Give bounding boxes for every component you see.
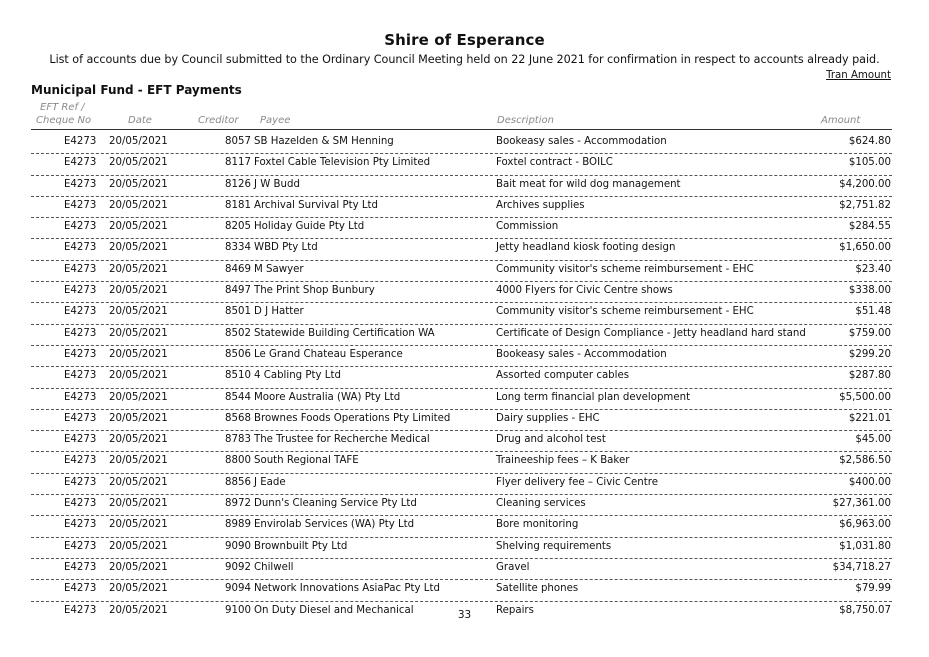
description-cell: Assorted computer cables [496, 370, 630, 382]
table-row [31, 325, 892, 346]
creditor-cell: 8544 [225, 391, 251, 403]
table-row [31, 431, 892, 452]
creditor-cell: 9092 [225, 561, 251, 573]
eft-ref-cell: E4273 [64, 540, 97, 552]
table-row [31, 389, 892, 410]
amount-cell: $400.00 [848, 476, 891, 488]
payee-cell: Foxtel Cable Television Pty Limited [254, 157, 431, 169]
amount-cell: $105.00 [848, 157, 891, 169]
payee-cell: Network Innovations AsiaPac Pty Ltd [254, 583, 440, 595]
table-row [31, 346, 892, 367]
date-cell: 20/05/2021 [109, 306, 168, 318]
amount-cell: $1,031.80 [839, 540, 891, 552]
creditor-cell: 8783 [225, 434, 251, 446]
date-cell: 20/05/2021 [109, 178, 168, 190]
table-row [31, 176, 892, 197]
description-cell: Bore monitoring [496, 519, 579, 531]
description-cell: Repairs [496, 604, 534, 616]
description-cell: Bookeasy sales - Accommodation [496, 348, 667, 360]
date-cell: 20/05/2021 [109, 434, 168, 446]
eft-ref-cell: E4273 [64, 327, 97, 339]
eft-ref-cell: E4273 [64, 242, 97, 254]
payee-cell: South Regional TAFE [254, 455, 359, 467]
description-cell: Bait meat for wild dog management [496, 178, 681, 190]
page-number: 33 [457, 609, 472, 621]
payee-cell: M Sawyer [254, 263, 304, 275]
description-cell: Satellite phones [496, 583, 579, 595]
eft-ref-cell: E4273 [64, 263, 97, 275]
payee-cell: The Trustee for Recherche Medical [254, 434, 430, 446]
creditor-cell: 8989 [225, 519, 251, 531]
eft-ref-cell: E4273 [64, 455, 97, 467]
payee-cell: Envirolab Services (WA) Pty Ltd [254, 519, 415, 531]
table-row [31, 474, 892, 495]
description-cell: Flyer delivery fee – Civic Centre [496, 476, 658, 488]
amount-cell: $45.00 [855, 434, 891, 446]
eft-ref-cell: E4273 [64, 306, 97, 318]
eft-ref-cell: E4273 [64, 136, 97, 147]
payee-cell: Dunn's Cleaning Service Pty Ltd [254, 498, 417, 510]
amount-cell: $759.00 [848, 327, 891, 339]
eft-ref-cell: E4273 [64, 412, 97, 424]
amount-cell: $287.80 [848, 370, 891, 382]
section-title: Municipal Fund - EFT Payments [31, 83, 242, 97]
creditor-cell: 8181 [225, 199, 251, 211]
eft-ref-cell: E4273 [64, 583, 97, 595]
creditor-cell: 8972 [225, 498, 251, 510]
table-row [31, 239, 892, 260]
eft-ref-cell: E4273 [64, 285, 97, 297]
tran-amount-label: Tran Amount [826, 70, 891, 81]
date-cell: 20/05/2021 [109, 583, 168, 595]
table-row [31, 261, 892, 282]
amount-cell: $1,650.00 [839, 242, 891, 254]
amount-cell: $6,963.00 [839, 519, 891, 531]
date-cell: 20/05/2021 [109, 221, 168, 233]
description-cell: Bookeasy sales - Accommodation [496, 136, 667, 147]
description-cell: Long term financial plan development [496, 391, 691, 403]
date-cell: 20/05/2021 [109, 327, 168, 339]
table-row [31, 282, 892, 303]
payee-cell: J W Budd [254, 178, 300, 190]
amount-cell: $34,718.27 [832, 561, 891, 573]
column-header-amount: Amount [821, 115, 861, 126]
payee-cell: Statewide Building Certification WA [254, 327, 435, 339]
creditor-cell: 8506 [225, 348, 251, 360]
payee-cell: D J Hatter [254, 306, 304, 318]
description-cell: Commission [496, 221, 559, 233]
date-cell: 20/05/2021 [109, 199, 168, 211]
amount-cell: $27,361.00 [832, 498, 891, 510]
description-cell: Traineeship fees – K Baker [496, 455, 630, 467]
creditor-cell: 9100 [225, 604, 251, 616]
payee-cell: Archival Survival Pty Ltd [254, 199, 379, 211]
date-cell: 20/05/2021 [109, 455, 168, 467]
creditor-cell: 9090 [225, 540, 251, 552]
date-cell: 20/05/2021 [109, 519, 168, 531]
date-cell: 20/05/2021 [109, 285, 168, 297]
table-row [31, 367, 892, 388]
amount-cell: $624.80 [848, 136, 891, 147]
amount-cell: $5,500.00 [839, 391, 891, 403]
amount-cell: $8,750.07 [839, 604, 891, 616]
description-cell: 4000 Flyers for Civic Centre shows [496, 285, 673, 297]
report-subtitle: List of accounts due by Council submitted to the Ordinary Council Meeting held on 22 June 2021 for confirmation in respect to accounts already paid. [49, 53, 880, 66]
creditor-cell: 8126 [225, 178, 251, 190]
amount-cell: $2,586.50 [839, 455, 891, 467]
description-cell: Dairy supplies - EHC [496, 412, 600, 424]
date-cell: 20/05/2021 [109, 476, 168, 488]
eft-ref-cell: E4273 [64, 157, 97, 169]
description-cell: Community visitor's scheme reimbursement - EHC [496, 263, 754, 275]
eft-ref-cell: E4273 [64, 348, 97, 360]
column-header-creditor: Creditor [198, 115, 239, 126]
table-row [31, 133, 892, 154]
description-cell: Jetty headland kiosk footing design [496, 242, 676, 254]
description-cell: Drug and alcohol test [496, 434, 606, 446]
amount-cell: $2,751.82 [839, 199, 891, 211]
table-row [31, 154, 892, 175]
amount-cell: $51.48 [855, 306, 891, 318]
creditor-cell: 8510 [225, 370, 251, 382]
amount-cell: $284.55 [848, 221, 891, 233]
date-cell: 20/05/2021 [109, 242, 168, 254]
creditor-cell: 8502 [225, 327, 251, 339]
payee-cell: Brownbuilt Pty Ltd [254, 540, 348, 552]
date-cell: 20/05/2021 [109, 348, 168, 360]
table-row [31, 410, 892, 431]
date-cell: 20/05/2021 [109, 263, 168, 275]
eft-ref-cell: E4273 [64, 391, 97, 403]
date-cell: 20/05/2021 [109, 412, 168, 424]
creditor-cell: 8334 [225, 242, 251, 254]
description-cell: Shelving requirements [496, 540, 612, 552]
table-row [31, 197, 892, 218]
date-cell: 20/05/2021 [109, 157, 168, 169]
payee-cell: WBD Pty Ltd [254, 242, 318, 254]
creditor-cell: 8469 [225, 263, 251, 275]
creditor-cell: 8057 [225, 136, 251, 147]
page-title: Shire of Esperance [384, 31, 545, 49]
payments-table [0, 133, 929, 622]
payee-cell: J Eade [254, 476, 286, 488]
date-cell: 20/05/2021 [109, 540, 168, 552]
column-header-description: Description [497, 115, 554, 126]
date-cell: 20/05/2021 [109, 498, 168, 510]
description-cell: Archives supplies [496, 199, 585, 211]
date-cell: 20/05/2021 [109, 561, 168, 573]
column-header-date: Date [128, 115, 152, 126]
payee-cell: The Print Shop Bunbury [254, 285, 375, 297]
column-header-ref-line1: EFT Ref / [40, 102, 85, 113]
eft-ref-cell: E4273 [64, 370, 97, 382]
eft-ref-cell: E4273 [64, 178, 97, 190]
creditor-cell: 8205 [225, 221, 251, 233]
table-row [31, 495, 892, 516]
amount-cell: $79.99 [855, 583, 891, 595]
eft-ref-cell: E4273 [64, 434, 97, 446]
header-divider [31, 129, 892, 130]
payee-cell: Le Grand Chateau Esperance [254, 348, 403, 360]
table-row [31, 218, 892, 239]
table-row [31, 452, 892, 473]
eft-ref-cell: E4273 [64, 221, 97, 233]
creditor-cell: 8497 [225, 285, 251, 297]
eft-ref-cell: E4273 [64, 519, 97, 531]
eft-ref-cell: E4273 [64, 476, 97, 488]
eft-ref-cell: E4273 [64, 561, 97, 573]
table-row [31, 559, 892, 580]
creditor-cell: 8800 [225, 455, 251, 467]
amount-cell: $338.00 [848, 285, 891, 297]
payee-cell: On Duty Diesel and Mechanical [254, 604, 414, 616]
creditor-cell: 8117 [225, 157, 251, 169]
payee-cell: Brownes Foods Operations Pty Limited [254, 412, 451, 424]
description-cell: Cleaning services [496, 498, 586, 510]
date-cell: 20/05/2021 [109, 370, 168, 382]
table-row [31, 516, 892, 537]
description-cell: Community visitor's scheme reimbursement - EHC [496, 306, 754, 318]
amount-cell: $4,200.00 [839, 178, 891, 190]
description-cell: Gravel [496, 561, 530, 573]
payee-cell: 4 Cabling Pty Ltd [254, 370, 341, 382]
table-row [31, 538, 892, 559]
table-row [31, 303, 892, 324]
amount-cell: $221.01 [848, 412, 891, 424]
eft-ref-cell: E4273 [64, 604, 97, 616]
table-row [31, 580, 892, 601]
creditor-cell: 8501 [225, 306, 251, 318]
eft-ref-cell: E4273 [64, 498, 97, 510]
creditor-cell: 8568 [225, 412, 251, 424]
description-cell: Foxtel contract - BOILC [496, 157, 613, 169]
payee-cell: Chilwell [254, 561, 294, 573]
payee-cell: Moore Australia (WA) Pty Ltd [254, 391, 401, 403]
date-cell: 20/05/2021 [109, 391, 168, 403]
amount-cell: $299.20 [848, 348, 891, 360]
column-header-ref-line2: Cheque No [36, 115, 92, 126]
column-header-payee: Payee [260, 115, 291, 126]
eft-ref-cell: E4273 [64, 199, 97, 211]
date-cell: 20/05/2021 [109, 136, 168, 147]
date-cell: 20/05/2021 [109, 604, 168, 616]
payee-cell: SB Hazelden & SM Henning [254, 136, 394, 147]
description-cell: Certificate of Design Compliance - Jetty headland hard stand [496, 327, 806, 339]
creditor-cell: 8856 [225, 476, 251, 488]
payee-cell: Holiday Guide Pty Ltd [254, 221, 365, 233]
amount-cell: $23.40 [855, 263, 891, 275]
creditor-cell: 9094 [225, 583, 251, 595]
